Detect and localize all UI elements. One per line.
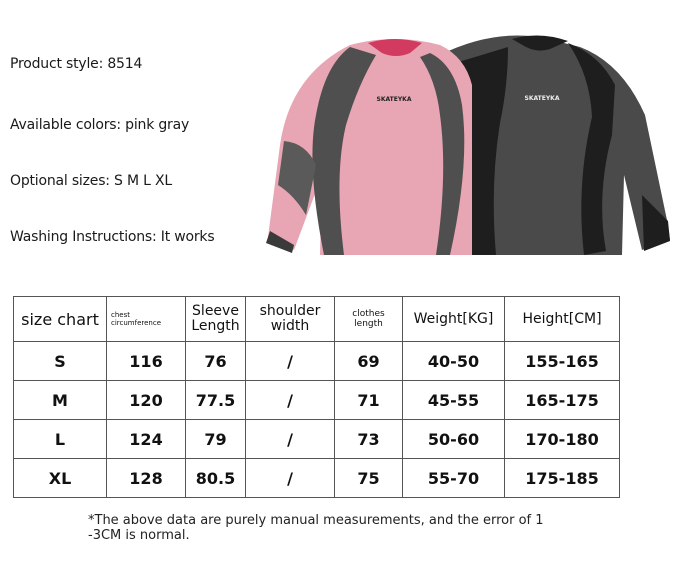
header-shoulder: shoulder width: [246, 297, 335, 342]
cell-weight: 40-50: [403, 342, 505, 381]
cell-height: 165-175: [505, 381, 620, 420]
note-line-2: -3CM is normal.: [88, 528, 190, 543]
cell-length: 69: [335, 342, 403, 381]
cell-size: XL: [14, 459, 107, 498]
table-header-row: [14, 297, 620, 342]
cell-weight: 45-55: [403, 381, 505, 420]
header-height: Height[CM]: [505, 297, 620, 342]
cell-sleeve: 77.5: [186, 381, 246, 420]
cell-chest: 128: [107, 459, 186, 498]
spec-colors: Available colors: pink gray: [10, 117, 190, 133]
cell-chest: 116: [107, 342, 186, 381]
table-row: [14, 342, 620, 381]
cell-height: 155-165: [505, 342, 620, 381]
spec-washing: Washing Instructions: It works: [10, 229, 215, 245]
pink-sweatshirt: [266, 39, 472, 255]
gray-print-text: SKATEYKA: [524, 95, 560, 102]
cell-chest: 120: [107, 381, 186, 420]
cell-size: M: [14, 381, 107, 420]
table-row: [14, 459, 620, 498]
cell-shoulder: /: [246, 342, 335, 381]
sweatshirt-photo: [250, 25, 690, 265]
cell-sleeve: 76: [186, 342, 246, 381]
header-size-chart: size chart: [14, 297, 107, 342]
cell-size: L: [14, 420, 107, 459]
note-line-1: *The above data are purely manual measurements, and the error of 1: [88, 513, 544, 528]
spec-sizes: Optional sizes: S M L XL: [10, 173, 172, 189]
cell-weight: 50-60: [403, 420, 505, 459]
spec-style: Product style: 8514: [10, 56, 143, 72]
header-clothes-length: clothes length: [335, 297, 403, 342]
pink-print-text: SKATEYKA: [376, 96, 412, 103]
cell-sleeve: 80.5: [186, 459, 246, 498]
cell-weight: 55-70: [403, 459, 505, 498]
cell-length: 73: [335, 420, 403, 459]
size-chart-table: [13, 296, 620, 498]
cell-chest: 124: [107, 420, 186, 459]
table-row: [14, 420, 620, 459]
cell-sleeve: 79: [186, 420, 246, 459]
cell-shoulder: /: [246, 420, 335, 459]
header-chest: chest circumference: [107, 297, 186, 342]
cell-shoulder: /: [246, 381, 335, 420]
cell-height: 170-180: [505, 420, 620, 459]
header-sleeve: Sleeve Length: [186, 297, 246, 342]
cell-height: 175-185: [505, 459, 620, 498]
header-weight: Weight[KG]: [403, 297, 505, 342]
cell-length: 71: [335, 381, 403, 420]
gray-sweatshirt: [440, 35, 670, 255]
measurement-note: [88, 513, 588, 543]
cell-shoulder: /: [246, 459, 335, 498]
cell-length: 75: [335, 459, 403, 498]
table-row: [14, 381, 620, 420]
cell-size: S: [14, 342, 107, 381]
